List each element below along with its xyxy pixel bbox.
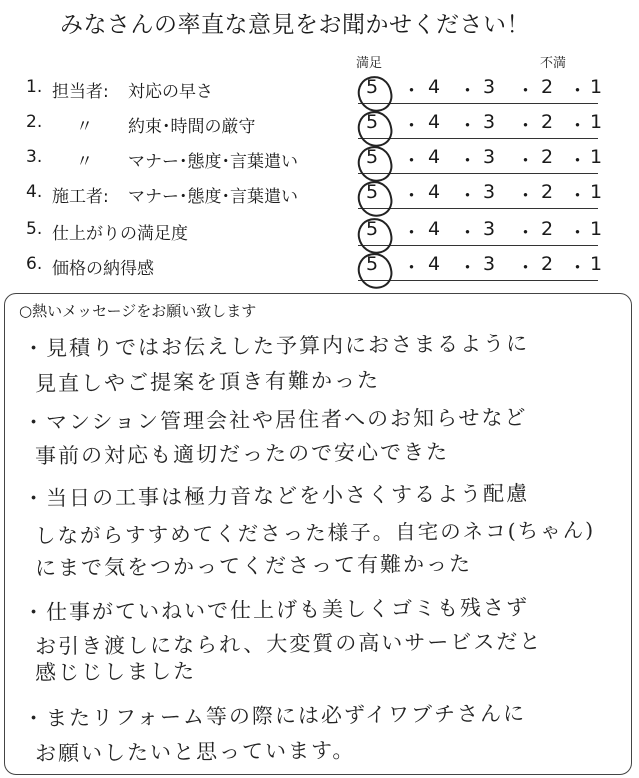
scale-option-5: 5 [366, 253, 379, 275]
message-line: しながらすすめてくださった様子。自宅のネコ(ちゃん) [34, 518, 596, 548]
scale-option-2: 2 [541, 218, 554, 240]
scale-option-1: 1 [590, 218, 603, 240]
message-box [4, 293, 632, 775]
scale-separator: ・ [402, 80, 422, 102]
question-row [26, 252, 626, 280]
question-text: マナー･態度･言葉遣い [128, 187, 298, 207]
scale-separator: ・ [458, 150, 478, 172]
scale-option-5: 5 [366, 111, 379, 133]
scale-header-dissatisfied: 不満 [540, 56, 567, 71]
scale-option-1: 1 [590, 181, 603, 203]
scale-option-4: 4 [428, 76, 441, 98]
message-line: お願いしたいと思っています。 [34, 738, 356, 766]
scale-separator: ・ [402, 222, 422, 244]
rating-scale [358, 110, 603, 139]
scale-option-2: 2 [541, 253, 554, 275]
rating-scale [358, 217, 603, 246]
scale-separator: ・ [568, 115, 588, 137]
rating-scale [358, 75, 603, 104]
scale-separator: ・ [458, 185, 478, 207]
scale-option-5: 5 [366, 218, 379, 240]
scale-separator: ・ [458, 257, 478, 279]
question-number: 3. [26, 147, 43, 167]
rating-scale [358, 145, 603, 174]
scale-option-5: 5 [366, 76, 379, 98]
scale-separator: ・ [458, 80, 478, 102]
question-text: 価格の納得感 [52, 259, 154, 279]
question-category: 施工者: [52, 187, 109, 207]
scale-option-3: 3 [483, 111, 496, 133]
question-text: 仕上がりの満足度 [52, 224, 188, 244]
question-row [26, 217, 626, 245]
message-line: 感じじしました [34, 659, 197, 685]
scale-option-2: 2 [541, 111, 554, 133]
message-line: お引き渡しになられ、大変質の高いサービスだと [34, 629, 543, 659]
question-category: 〃 [76, 152, 93, 172]
scale-separator: ・ [568, 185, 588, 207]
scale-option-5: 5 [366, 146, 379, 168]
scale-separator: ・ [568, 222, 588, 244]
message-box-title: ○熱いメッセージをお願い致します [19, 302, 257, 320]
question-row [26, 110, 626, 138]
page-title: みなさんの率直な意見をお聞かせください！ [60, 12, 530, 38]
question-number: 2. [26, 112, 43, 132]
scale-option-1: 1 [590, 111, 603, 133]
question-number: 6. [26, 254, 43, 274]
scale-separator: ・ [516, 150, 536, 172]
scale-separator: ・ [568, 257, 588, 279]
question-row [26, 145, 626, 173]
question-number: 5. [26, 219, 43, 239]
question-row [26, 180, 626, 208]
message-line: ・当日の工事は極力音などを小さくするよう配慮 [22, 481, 530, 511]
message-line: 見直しやご提案を頂き有難かった [34, 368, 381, 396]
scale-separator: ・ [516, 115, 536, 137]
scale-option-3: 3 [483, 76, 496, 98]
scale-separator: ・ [402, 185, 422, 207]
scale-option-3: 3 [483, 253, 496, 275]
question-number: 4. [26, 182, 43, 202]
scale-option-4: 4 [428, 218, 441, 240]
scale-option-1: 1 [590, 76, 603, 98]
scale-option-1: 1 [590, 253, 603, 275]
scale-separator: ・ [402, 115, 422, 137]
message-line: ・見積りではお伝えした予算内におさまるように [22, 331, 530, 361]
question-category: 担当者: [52, 82, 109, 102]
scale-option-5: 5 [366, 181, 379, 203]
scale-separator: ・ [402, 150, 422, 172]
question-category: 〃 [76, 117, 93, 137]
scale-option-3: 3 [483, 181, 496, 203]
scale-option-4: 4 [428, 181, 441, 203]
question-text: 対応の早さ [128, 82, 213, 102]
question-text: 約束･時間の厳守 [128, 117, 256, 137]
scale-separator: ・ [402, 257, 422, 279]
scale-option-3: 3 [483, 146, 496, 168]
message-line: 事前の対応も適切だったので安心できた [34, 439, 450, 469]
question-row [26, 75, 626, 103]
question-text: マナー･態度･言葉遣い [128, 152, 298, 172]
scale-separator: ・ [516, 185, 536, 207]
scale-option-4: 4 [428, 253, 441, 275]
rating-scale [358, 252, 603, 281]
scale-separator: ・ [516, 257, 536, 279]
message-line: ・またリフォーム等の際には必ずイワブチさんに [22, 701, 527, 731]
scale-option-4: 4 [428, 111, 441, 133]
scale-header-satisfied: 満足 [356, 56, 383, 71]
scale-option-2: 2 [541, 181, 554, 203]
scale-separator: ・ [458, 115, 478, 137]
scale-separator: ・ [568, 150, 588, 172]
message-line: にまで気をつかってくださって有難かった [34, 551, 473, 581]
question-number: 1. [26, 77, 43, 97]
message-line: ・仕事がていねいで仕上げも美しくゴミも残さず [22, 595, 530, 625]
scale-option-4: 4 [428, 146, 441, 168]
scale-separator: ・ [568, 80, 588, 102]
scale-option-2: 2 [541, 146, 554, 168]
scale-option-2: 2 [541, 76, 554, 98]
rating-scale [358, 180, 603, 209]
scale-separator: ・ [458, 222, 478, 244]
message-line: ・マンション管理会社や居住者へのお知らせなど [22, 405, 528, 435]
scale-option-1: 1 [590, 146, 603, 168]
scale-separator: ・ [516, 80, 536, 102]
scale-separator: ・ [516, 222, 536, 244]
scale-option-3: 3 [483, 218, 496, 240]
